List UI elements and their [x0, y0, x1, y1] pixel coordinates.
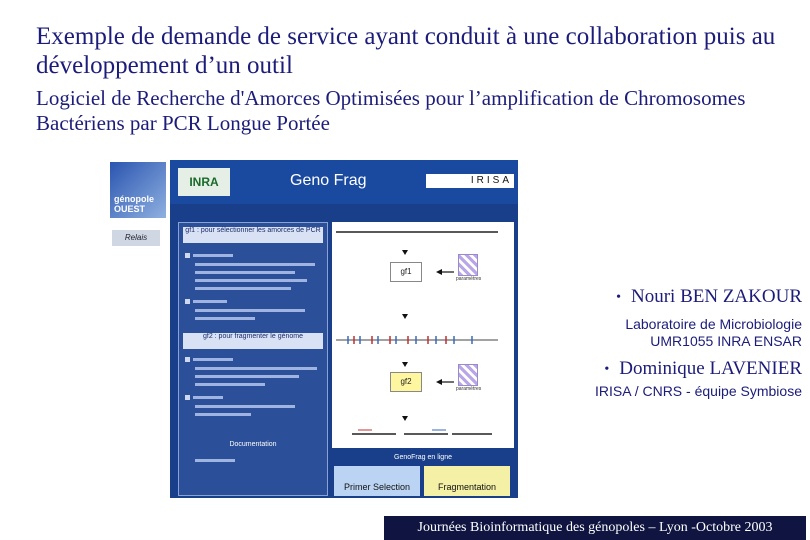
app-title: Geno Frag — [290, 172, 367, 189]
author-1-affiliation — [625, 316, 802, 350]
bullet-icon: • — [604, 361, 610, 377]
author-2-affiliation — [595, 383, 802, 400]
doc-panel — [178, 222, 328, 496]
doc-line — [195, 375, 299, 378]
footer-banner: Journées Bioinformatique des génopoles – Lyon -Octobre 2003 — [384, 516, 806, 540]
documentation-label: Documentation — [229, 441, 277, 448]
doc-line — [195, 459, 235, 462]
genofrag-screenshot — [108, 160, 518, 498]
slide-title: Exemple de demande de service ayant conduit à une collaboration puis au développement d’un outil — [36, 23, 776, 79]
fragmentation-button[interactable]: Fragmentation — [424, 466, 510, 496]
doc-line — [195, 405, 295, 408]
params2-icon — [458, 364, 478, 386]
doc-line — [195, 279, 307, 282]
doc-line — [195, 309, 305, 312]
doc-line — [195, 413, 251, 416]
gf2-box: gf2 — [390, 372, 422, 392]
app-header — [170, 160, 518, 204]
irisa-logo: IRISA — [426, 174, 514, 188]
online-label: GenoFrag en ligne — [394, 454, 452, 461]
doc-bullet — [185, 253, 190, 258]
left-logo-column — [108, 160, 170, 498]
doc-line — [195, 383, 265, 386]
step2-header: gf2 : pour fragmenter le génome — [183, 333, 323, 349]
author-1-affiliation-line1: Laboratoire de Microbiologie — [625, 316, 802, 332]
relais-logo: Relais — [112, 230, 160, 246]
genopole-logo: génopole OUEST — [110, 162, 166, 218]
doc-line — [193, 396, 223, 399]
slide-subtitle: Logiciel de Recherche d'Amorces Optimisées pour l’amplification de Chromosomes Bactériens par PCR Longue Portée — [36, 86, 746, 135]
doc-line — [193, 254, 233, 257]
author-2 — [604, 358, 802, 380]
doc-line — [195, 263, 315, 266]
step1-header: gf1 : pour sélectionner les amorces de PCR — [183, 227, 323, 243]
doc-bullet — [185, 299, 190, 304]
author-2-name: Dominique LAVENIER — [619, 358, 802, 379]
params1-icon — [458, 254, 478, 276]
workflow-diagram — [332, 222, 514, 448]
doc-bullet — [185, 395, 190, 400]
doc-line — [193, 358, 233, 361]
doc-line — [195, 317, 255, 320]
doc-bullet — [185, 357, 190, 362]
workflow-lines — [332, 222, 514, 448]
doc-line — [195, 287, 291, 290]
params1-label: paramètres — [456, 276, 482, 282]
doc-line — [195, 367, 317, 370]
author-1-name: Nouri BEN ZAKOUR — [631, 286, 802, 307]
doc-line — [193, 300, 227, 303]
doc-line — [195, 271, 295, 274]
bullet-icon: • — [616, 289, 621, 305]
inra-logo: INRA — [178, 168, 230, 196]
online-bar — [332, 452, 514, 496]
gf1-box: gf1 — [390, 262, 422, 282]
author-2-affiliation-line1: IRISA / CNRS - équipe Symbiose — [595, 383, 802, 399]
primer-selection-button[interactable]: Primer Selection — [334, 466, 420, 496]
params2-label: paramètres — [456, 386, 482, 392]
author-1-affiliation-line2: UMR1055 INRA ENSAR — [650, 333, 802, 349]
author-1 — [616, 286, 802, 308]
